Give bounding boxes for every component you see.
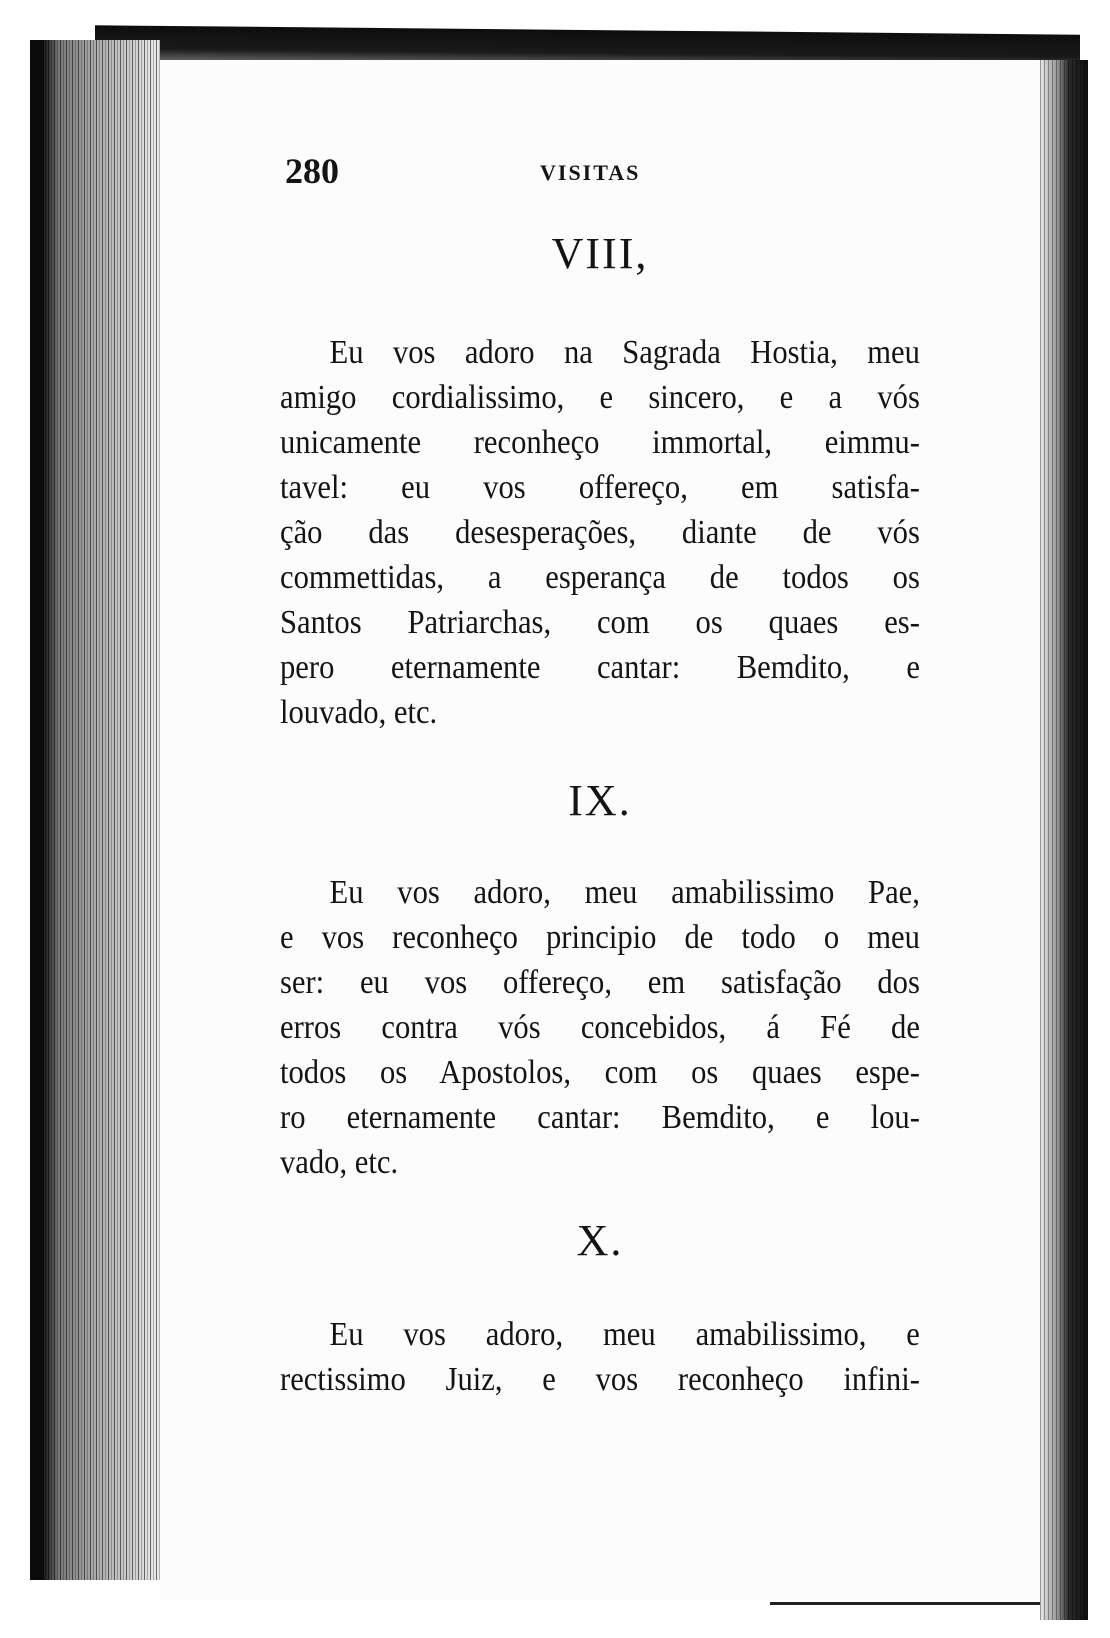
paragraph-line: ro eternamente cantar: Bemdito, e lou- <box>280 1099 920 1136</box>
paragraph-line: ser: eu vos offereço, em satisfação dos <box>280 964 920 1001</box>
paragraph-line: Eu vos adoro, meu amabilissimo, e <box>329 1316 920 1353</box>
paragraph-line: pero eternamente cantar: Bemdito, e <box>280 649 920 686</box>
paragraph-ix <box>280 870 920 1185</box>
scan-left-edge <box>30 40 44 1580</box>
paragraph-line: Santos Patriarchas, com os quaes es- <box>280 604 920 641</box>
scan-right-edge <box>1040 60 1088 1620</box>
section-heading-ix: IX. <box>568 776 632 825</box>
paragraph-line: ção das desesperações, diante de vós <box>280 514 920 551</box>
paragraph-line: Eu vos adoro na Sagrada Hostia, meu <box>329 334 920 371</box>
page-number: 280 <box>285 151 339 191</box>
paragraph-line: commettidas, a esperança de todos os <box>280 559 920 596</box>
paragraph-line: todos os Apostolos, com os quaes espe- <box>280 1054 920 1091</box>
paragraph-line: e vos reconheço principio de todo o meu <box>280 919 920 956</box>
paragraph-line: vado, etc. <box>280 1144 399 1181</box>
paragraph-line: tavel: eu vos offereço, em satisfa- <box>280 469 920 506</box>
section-heading-viii: VIII, <box>551 229 649 278</box>
scan-left-gutter <box>30 40 160 1580</box>
page-header <box>285 150 985 200</box>
paragraph-line: Eu vos adoro, meu amabilissimo Pae, <box>329 874 920 911</box>
paragraph-line: erros contra vós concebidos, á Fé de <box>280 1009 920 1046</box>
running-title: VISITAS <box>540 160 641 185</box>
scan-bottom-line <box>770 1602 1040 1605</box>
paragraph-line: unicamente reconheço immortal, eimmu- <box>280 424 920 461</box>
paragraph-line: amigo cordialissimo, e sincero, e a vós <box>280 379 920 416</box>
paragraph-line: rectissimo Juiz, e vos reconheço infini- <box>280 1361 920 1398</box>
paragraph-viii <box>280 330 920 735</box>
section-heading-x: X. <box>576 1216 624 1265</box>
paragraph-line: louvado, etc. <box>280 694 438 731</box>
paragraph-x <box>280 1312 920 1402</box>
